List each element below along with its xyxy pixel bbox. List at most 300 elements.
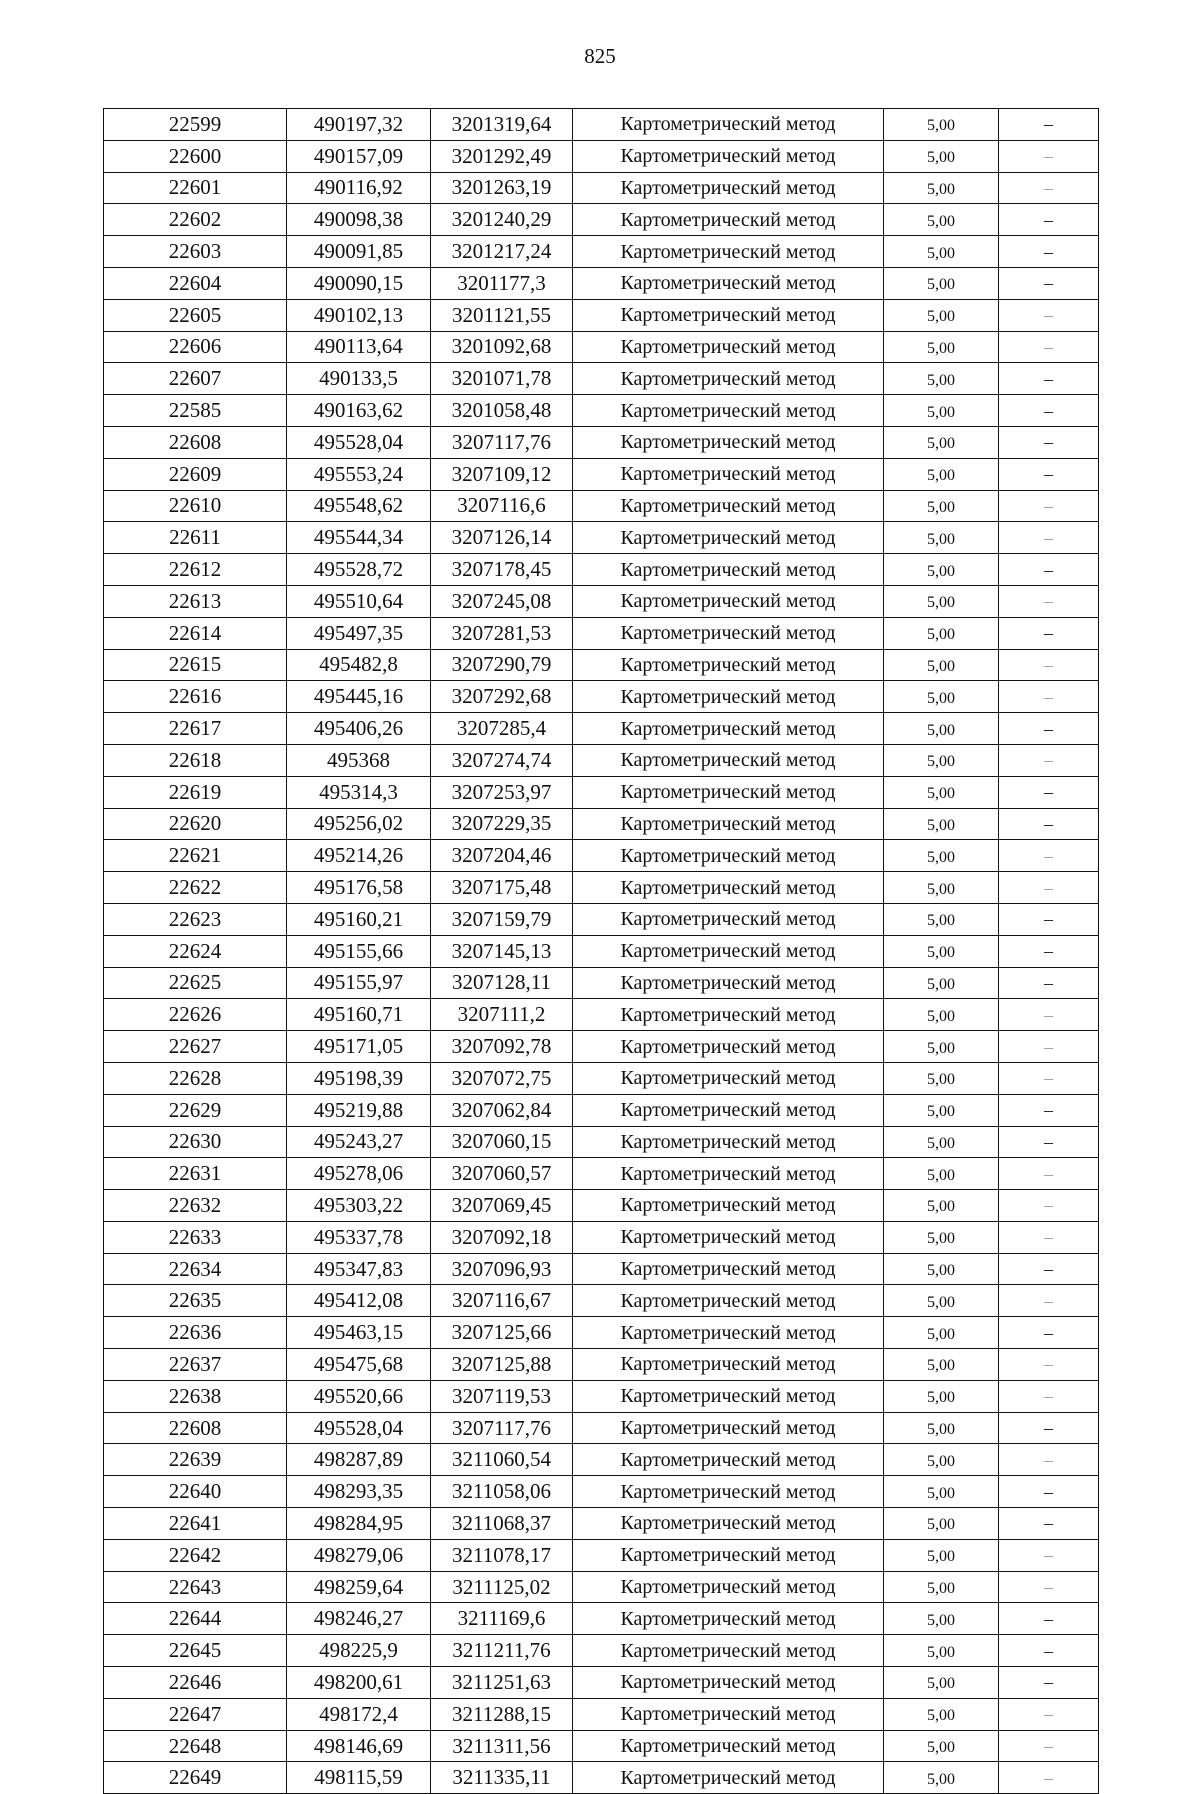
y-coordinate-cell: 3207062,84 <box>431 1094 573 1126</box>
y-coordinate-cell: 3207125,66 <box>431 1317 573 1349</box>
y-coordinate-cell: 3207125,88 <box>431 1349 573 1381</box>
method-cell: Картометрический метод <box>573 1158 884 1190</box>
table-row <box>104 935 1099 967</box>
y-coordinate-cell: 3207060,57 <box>431 1158 573 1190</box>
point-id-cell: 22630 <box>104 1126 287 1158</box>
table-row <box>104 776 1099 808</box>
note-cell: – <box>999 267 1099 299</box>
accuracy-cell: 5,00 <box>884 109 999 141</box>
x-coordinate-cell: 498293,35 <box>287 1476 431 1508</box>
y-coordinate-cell: 3207092,18 <box>431 1221 573 1253</box>
note-cell: – <box>999 204 1099 236</box>
x-coordinate-cell: 490163,62 <box>287 395 431 427</box>
accuracy-cell: 5,00 <box>884 1667 999 1699</box>
note-cell: – <box>999 1476 1099 1508</box>
y-coordinate-cell: 3207072,75 <box>431 1062 573 1094</box>
x-coordinate-cell: 498200,61 <box>287 1667 431 1699</box>
note-cell: – <box>999 1094 1099 1126</box>
method-cell: Картометрический метод <box>573 204 884 236</box>
point-id-cell: 22608 <box>104 426 287 458</box>
table-row <box>104 967 1099 999</box>
table-row <box>104 140 1099 172</box>
table-row <box>104 331 1099 363</box>
x-coordinate-cell: 498115,59 <box>287 1762 431 1794</box>
method-cell: Картометрический метод <box>573 1062 884 1094</box>
method-cell: Картометрический метод <box>573 935 884 967</box>
method-cell: Картометрический метод <box>573 1762 884 1794</box>
accuracy-cell: 5,00 <box>884 1698 999 1730</box>
y-coordinate-cell: 3207159,79 <box>431 903 573 935</box>
y-coordinate-cell: 3207204,46 <box>431 840 573 872</box>
table-row <box>104 744 1099 776</box>
point-id-cell: 22632 <box>104 1190 287 1222</box>
x-coordinate-cell: 490116,92 <box>287 172 431 204</box>
method-cell: Картометрический метод <box>573 744 884 776</box>
accuracy-cell: 5,00 <box>884 776 999 808</box>
page-number: 825 <box>584 44 616 68</box>
note-cell: – <box>999 490 1099 522</box>
x-coordinate-cell: 490102,13 <box>287 299 431 331</box>
x-coordinate-cell: 495160,21 <box>287 903 431 935</box>
method-cell: Картометрический метод <box>573 840 884 872</box>
table-row <box>104 1539 1099 1571</box>
method-cell: Картометрический метод <box>573 236 884 268</box>
table-row <box>104 617 1099 649</box>
accuracy-cell: 5,00 <box>884 172 999 204</box>
y-coordinate-cell: 3211058,06 <box>431 1476 573 1508</box>
point-id-cell: 22624 <box>104 935 287 967</box>
accuracy-cell: 5,00 <box>884 1603 999 1635</box>
method-cell: Картометрический метод <box>573 299 884 331</box>
x-coordinate-cell: 490197,32 <box>287 109 431 141</box>
accuracy-cell: 5,00 <box>884 1094 999 1126</box>
note-cell: – <box>999 935 1099 967</box>
method-cell: Картометрический метод <box>573 713 884 745</box>
note-cell: – <box>999 1412 1099 1444</box>
accuracy-cell: 5,00 <box>884 649 999 681</box>
method-cell: Картометрический метод <box>573 1349 884 1381</box>
note-cell: – <box>999 331 1099 363</box>
note-cell: – <box>999 458 1099 490</box>
x-coordinate-cell: 495155,66 <box>287 935 431 967</box>
y-coordinate-cell: 3201263,19 <box>431 172 573 204</box>
table-row <box>104 999 1099 1031</box>
accuracy-cell: 5,00 <box>884 903 999 935</box>
table-row <box>104 1349 1099 1381</box>
y-coordinate-cell: 3207109,12 <box>431 458 573 490</box>
note-cell: – <box>999 554 1099 586</box>
point-id-cell: 22619 <box>104 776 287 808</box>
coordinates-table-body <box>104 109 1099 1794</box>
table-row <box>104 1126 1099 1158</box>
point-id-cell: 22631 <box>104 1158 287 1190</box>
y-coordinate-cell: 3207145,13 <box>431 935 573 967</box>
accuracy-cell: 5,00 <box>884 1762 999 1794</box>
note-cell: – <box>999 1285 1099 1317</box>
point-id-cell: 22614 <box>104 617 287 649</box>
accuracy-cell: 5,00 <box>884 999 999 1031</box>
table-row <box>104 1667 1099 1699</box>
point-id-cell: 22622 <box>104 872 287 904</box>
method-cell: Картометрический метод <box>573 522 884 554</box>
y-coordinate-cell: 3207126,14 <box>431 522 573 554</box>
x-coordinate-cell: 495475,68 <box>287 1349 431 1381</box>
y-coordinate-cell: 3207245,08 <box>431 585 573 617</box>
method-cell: Картометрический метод <box>573 426 884 458</box>
method-cell: Картометрический метод <box>573 681 884 713</box>
note-cell: – <box>999 395 1099 427</box>
y-coordinate-cell: 3207290,79 <box>431 649 573 681</box>
method-cell: Картометрический метод <box>573 967 884 999</box>
note-cell: – <box>999 1698 1099 1730</box>
method-cell: Картометрический метод <box>573 1412 884 1444</box>
accuracy-cell: 5,00 <box>884 1126 999 1158</box>
accuracy-cell: 5,00 <box>884 1571 999 1603</box>
method-cell: Картометрический метод <box>573 1539 884 1571</box>
accuracy-cell: 5,00 <box>884 1158 999 1190</box>
accuracy-cell: 5,00 <box>884 1031 999 1063</box>
table-row <box>104 872 1099 904</box>
point-id-cell: 22628 <box>104 1062 287 1094</box>
method-cell: Картометрический метод <box>573 1444 884 1476</box>
x-coordinate-cell: 495256,02 <box>287 808 431 840</box>
point-id-cell: 22627 <box>104 1031 287 1063</box>
x-coordinate-cell: 498259,64 <box>287 1571 431 1603</box>
y-coordinate-cell: 3207060,15 <box>431 1126 573 1158</box>
table-row <box>104 1380 1099 1412</box>
y-coordinate-cell: 3201092,68 <box>431 331 573 363</box>
y-coordinate-cell: 3207274,74 <box>431 744 573 776</box>
table-row <box>104 1730 1099 1762</box>
method-cell: Картометрический метод <box>573 1126 884 1158</box>
accuracy-cell: 5,00 <box>884 1190 999 1222</box>
y-coordinate-cell: 3201217,24 <box>431 236 573 268</box>
y-coordinate-cell: 3207128,11 <box>431 967 573 999</box>
y-coordinate-cell: 3211060,54 <box>431 1444 573 1476</box>
x-coordinate-cell: 495303,22 <box>287 1190 431 1222</box>
note-cell: – <box>999 903 1099 935</box>
table-row <box>104 1285 1099 1317</box>
point-id-cell: 22636 <box>104 1317 287 1349</box>
accuracy-cell: 5,00 <box>884 1508 999 1540</box>
x-coordinate-cell: 495445,16 <box>287 681 431 713</box>
accuracy-cell: 5,00 <box>884 585 999 617</box>
y-coordinate-cell: 3207092,78 <box>431 1031 573 1063</box>
x-coordinate-cell: 498246,27 <box>287 1603 431 1635</box>
y-coordinate-cell: 3201240,29 <box>431 204 573 236</box>
method-cell: Картометрический метод <box>573 1221 884 1253</box>
table-row <box>104 1635 1099 1667</box>
accuracy-cell: 5,00 <box>884 967 999 999</box>
x-coordinate-cell: 490091,85 <box>287 236 431 268</box>
accuracy-cell: 5,00 <box>884 713 999 745</box>
method-cell: Картометрический метод <box>573 109 884 141</box>
y-coordinate-cell: 3207117,76 <box>431 426 573 458</box>
accuracy-cell: 5,00 <box>884 458 999 490</box>
accuracy-cell: 5,00 <box>884 1539 999 1571</box>
table-row <box>104 1508 1099 1540</box>
x-coordinate-cell: 495171,05 <box>287 1031 431 1063</box>
accuracy-cell: 5,00 <box>884 1635 999 1667</box>
x-coordinate-cell: 495548,62 <box>287 490 431 522</box>
y-coordinate-cell: 3211125,02 <box>431 1571 573 1603</box>
point-id-cell: 22625 <box>104 967 287 999</box>
note-cell: – <box>999 617 1099 649</box>
accuracy-cell: 5,00 <box>884 140 999 172</box>
note-cell: – <box>999 426 1099 458</box>
accuracy-cell: 5,00 <box>884 808 999 840</box>
point-id-cell: 22635 <box>104 1285 287 1317</box>
point-id-cell: 22617 <box>104 713 287 745</box>
point-id-cell: 22600 <box>104 140 287 172</box>
method-cell: Картометрический метод <box>573 776 884 808</box>
method-cell: Картометрический метод <box>573 1253 884 1285</box>
x-coordinate-cell: 495155,97 <box>287 967 431 999</box>
method-cell: Картометрический метод <box>573 808 884 840</box>
note-cell: – <box>999 967 1099 999</box>
x-coordinate-cell: 498172,4 <box>287 1698 431 1730</box>
x-coordinate-cell: 490090,15 <box>287 267 431 299</box>
y-coordinate-cell: 3207292,68 <box>431 681 573 713</box>
method-cell: Картометрический метод <box>573 1094 884 1126</box>
accuracy-cell: 5,00 <box>884 1349 999 1381</box>
accuracy-cell: 5,00 <box>884 1253 999 1285</box>
x-coordinate-cell: 495520,66 <box>287 1380 431 1412</box>
point-id-cell: 22607 <box>104 363 287 395</box>
accuracy-cell: 5,00 <box>884 554 999 586</box>
method-cell: Картометрический метод <box>573 872 884 904</box>
x-coordinate-cell: 498225,9 <box>287 1635 431 1667</box>
point-id-cell: 22644 <box>104 1603 287 1635</box>
y-coordinate-cell: 3207175,48 <box>431 872 573 904</box>
x-coordinate-cell: 490157,09 <box>287 140 431 172</box>
note-cell: – <box>999 776 1099 808</box>
y-coordinate-cell: 3207069,45 <box>431 1190 573 1222</box>
point-id-cell: 22613 <box>104 585 287 617</box>
accuracy-cell: 5,00 <box>884 1412 999 1444</box>
note-cell: – <box>999 1571 1099 1603</box>
y-coordinate-cell: 3201071,78 <box>431 363 573 395</box>
method-cell: Картометрический метод <box>573 585 884 617</box>
note-cell: – <box>999 1031 1099 1063</box>
accuracy-cell: 5,00 <box>884 1380 999 1412</box>
table-row <box>104 840 1099 872</box>
method-cell: Картометрический метод <box>573 172 884 204</box>
table-row <box>104 1158 1099 1190</box>
x-coordinate-cell: 490098,38 <box>287 204 431 236</box>
x-coordinate-cell: 495198,39 <box>287 1062 431 1094</box>
accuracy-cell: 5,00 <box>884 744 999 776</box>
note-cell: – <box>999 713 1099 745</box>
x-coordinate-cell: 495278,06 <box>287 1158 431 1190</box>
x-coordinate-cell: 495243,27 <box>287 1126 431 1158</box>
note-cell: – <box>999 1126 1099 1158</box>
table-row <box>104 1094 1099 1126</box>
point-id-cell: 22640 <box>104 1476 287 1508</box>
x-coordinate-cell: 495482,8 <box>287 649 431 681</box>
x-coordinate-cell: 495510,64 <box>287 585 431 617</box>
accuracy-cell: 5,00 <box>884 1062 999 1094</box>
table-row <box>104 713 1099 745</box>
table-row <box>104 204 1099 236</box>
note-cell: – <box>999 1762 1099 1794</box>
y-coordinate-cell: 3211068,37 <box>431 1508 573 1540</box>
x-coordinate-cell: 495347,83 <box>287 1253 431 1285</box>
note-cell: – <box>999 140 1099 172</box>
note-cell: – <box>999 236 1099 268</box>
x-coordinate-cell: 495553,24 <box>287 458 431 490</box>
table-row <box>104 363 1099 395</box>
accuracy-cell: 5,00 <box>884 1285 999 1317</box>
note-cell: – <box>999 840 1099 872</box>
table-row <box>104 426 1099 458</box>
note-cell: – <box>999 1380 1099 1412</box>
x-coordinate-cell: 495219,88 <box>287 1094 431 1126</box>
table-row <box>104 490 1099 522</box>
note-cell: – <box>999 1635 1099 1667</box>
accuracy-cell: 5,00 <box>884 935 999 967</box>
accuracy-cell: 5,00 <box>884 395 999 427</box>
y-coordinate-cell: 3201121,55 <box>431 299 573 331</box>
x-coordinate-cell: 495528,72 <box>287 554 431 586</box>
point-id-cell: 22603 <box>104 236 287 268</box>
point-id-cell: 22620 <box>104 808 287 840</box>
point-id-cell: 22642 <box>104 1539 287 1571</box>
y-coordinate-cell: 3211169,6 <box>431 1603 573 1635</box>
table-row <box>104 458 1099 490</box>
y-coordinate-cell: 3207229,35 <box>431 808 573 840</box>
point-id-cell: 22637 <box>104 1349 287 1381</box>
point-id-cell: 22629 <box>104 1094 287 1126</box>
x-coordinate-cell: 495544,34 <box>287 522 431 554</box>
note-cell: – <box>999 1317 1099 1349</box>
y-coordinate-cell: 3211211,76 <box>431 1635 573 1667</box>
table-row <box>104 1190 1099 1222</box>
method-cell: Картометрический метод <box>573 554 884 586</box>
method-cell: Картометрический метод <box>573 140 884 172</box>
y-coordinate-cell: 3207119,53 <box>431 1380 573 1412</box>
method-cell: Картометрический метод <box>573 1476 884 1508</box>
point-id-cell: 22610 <box>104 490 287 522</box>
point-id-cell: 22606 <box>104 331 287 363</box>
note-cell: – <box>999 1253 1099 1285</box>
x-coordinate-cell: 495463,15 <box>287 1317 431 1349</box>
y-coordinate-cell: 3201177,3 <box>431 267 573 299</box>
point-id-cell: 22623 <box>104 903 287 935</box>
method-cell: Картометрический метод <box>573 1190 884 1222</box>
y-coordinate-cell: 3207281,53 <box>431 617 573 649</box>
accuracy-cell: 5,00 <box>884 204 999 236</box>
table-row <box>104 522 1099 554</box>
note-cell: – <box>999 585 1099 617</box>
table-row <box>104 1476 1099 1508</box>
x-coordinate-cell: 495528,04 <box>287 1412 431 1444</box>
accuracy-cell: 5,00 <box>884 840 999 872</box>
table-row <box>104 1317 1099 1349</box>
y-coordinate-cell: 3207096,93 <box>431 1253 573 1285</box>
note-cell: – <box>999 363 1099 395</box>
accuracy-cell: 5,00 <box>884 331 999 363</box>
table-row <box>104 1412 1099 1444</box>
note-cell: – <box>999 1667 1099 1699</box>
table-row <box>104 172 1099 204</box>
x-coordinate-cell: 495176,58 <box>287 872 431 904</box>
method-cell: Картометрический метод <box>573 1603 884 1635</box>
accuracy-cell: 5,00 <box>884 681 999 713</box>
note-cell: – <box>999 1062 1099 1094</box>
x-coordinate-cell: 490113,64 <box>287 331 431 363</box>
point-id-cell: 22611 <box>104 522 287 554</box>
accuracy-cell: 5,00 <box>884 267 999 299</box>
y-coordinate-cell: 3207178,45 <box>431 554 573 586</box>
point-id-cell: 22633 <box>104 1221 287 1253</box>
x-coordinate-cell: 495337,78 <box>287 1221 431 1253</box>
x-coordinate-cell: 498146,69 <box>287 1730 431 1762</box>
y-coordinate-cell: 3207285,4 <box>431 713 573 745</box>
y-coordinate-cell: 3201319,64 <box>431 109 573 141</box>
point-id-cell: 22604 <box>104 267 287 299</box>
x-coordinate-cell: 495412,08 <box>287 1285 431 1317</box>
table-row <box>104 681 1099 713</box>
y-coordinate-cell: 3201292,49 <box>431 140 573 172</box>
x-coordinate-cell: 498284,95 <box>287 1508 431 1540</box>
table-row <box>104 109 1099 141</box>
y-coordinate-cell: 3211078,17 <box>431 1539 573 1571</box>
note-cell: – <box>999 1349 1099 1381</box>
note-cell: – <box>999 1221 1099 1253</box>
note-cell: – <box>999 1539 1099 1571</box>
accuracy-cell: 5,00 <box>884 1444 999 1476</box>
method-cell: Картометрический метод <box>573 1031 884 1063</box>
note-cell: – <box>999 808 1099 840</box>
method-cell: Картометрический метод <box>573 1380 884 1412</box>
note-cell: – <box>999 649 1099 681</box>
note-cell: – <box>999 522 1099 554</box>
y-coordinate-cell: 3207111,2 <box>431 999 573 1031</box>
point-id-cell: 22641 <box>104 1508 287 1540</box>
accuracy-cell: 5,00 <box>884 490 999 522</box>
y-coordinate-cell: 3201058,48 <box>431 395 573 427</box>
table-row <box>104 903 1099 935</box>
method-cell: Картометрический метод <box>573 395 884 427</box>
note-cell: – <box>999 744 1099 776</box>
accuracy-cell: 5,00 <box>884 236 999 268</box>
point-id-cell: 22585 <box>104 395 287 427</box>
point-id-cell: 22601 <box>104 172 287 204</box>
x-coordinate-cell: 495214,26 <box>287 840 431 872</box>
table-row <box>104 1062 1099 1094</box>
accuracy-cell: 5,00 <box>884 872 999 904</box>
method-cell: Картометрический метод <box>573 1698 884 1730</box>
table-row <box>104 1253 1099 1285</box>
point-id-cell: 22638 <box>104 1380 287 1412</box>
x-coordinate-cell: 495406,26 <box>287 713 431 745</box>
note-cell: – <box>999 109 1099 141</box>
point-id-cell: 22626 <box>104 999 287 1031</box>
x-coordinate-cell: 498279,06 <box>287 1539 431 1571</box>
method-cell: Картометрический метод <box>573 1317 884 1349</box>
table-row <box>104 267 1099 299</box>
method-cell: Картометрический метод <box>573 1508 884 1540</box>
accuracy-cell: 5,00 <box>884 1730 999 1762</box>
method-cell: Картометрический метод <box>573 1635 884 1667</box>
x-coordinate-cell: 495368 <box>287 744 431 776</box>
y-coordinate-cell: 3207117,76 <box>431 1412 573 1444</box>
table-row <box>104 299 1099 331</box>
accuracy-cell: 5,00 <box>884 1317 999 1349</box>
x-coordinate-cell: 495497,35 <box>287 617 431 649</box>
point-id-cell: 22647 <box>104 1698 287 1730</box>
